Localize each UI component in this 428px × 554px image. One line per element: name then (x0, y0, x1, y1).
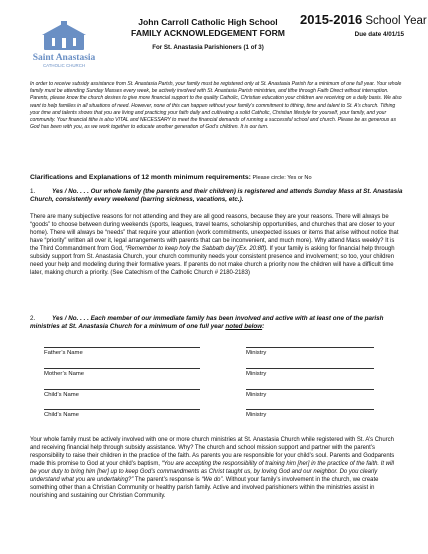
noted-below: noted below (225, 323, 263, 331)
school-year (300, 12, 427, 28)
intro-paragraph: In order to receive subsidy assistance from St. Anastasia Parish, your family must be registered only at St. Anastasia Parish for a minimum of one full year. Your whole family must be attending Sunday Masses every week, be actively involved with St. Anastasia Parish ministries, and tithe through Faith Direct without interruption. Parents, please know the church desires to give more financial support to the quality Catholic, Christian education your children are receiving on a daily basis. We also want to help families in all situations of need. However, none of this can happen without your family’s commitment to tithing, time and talent to St. A’s church. Tithing your time and talents shows that you are living and practicing your faith daily and cultivating a solid Catholic, Christian lifestyle for yourself, your family, and your community. Your financial tithe is also VITAL and NECESSARY to meet the financial demands of running a successful school and church. Please be as generous as God has been with you, as we work together to educate another generation of God’s children. It is our turn. (30, 81, 402, 131)
child-name-label: Child’s Name (44, 392, 79, 398)
logo-subtext: CATHOLIC CHURCH (42, 63, 86, 68)
requirement-1 (30, 188, 405, 205)
ministry-explanation (30, 437, 402, 501)
logo-text: Saint Anastasia (32, 53, 96, 63)
header-center (108, 17, 308, 54)
clarifications-heading (30, 174, 410, 181)
school-year-label: School Year (362, 15, 427, 27)
header-right (300, 12, 427, 38)
st-anastasia-logo (30, 20, 98, 70)
ministry-label: Ministry (246, 371, 267, 377)
due-date: Due date 4/01/15 (354, 31, 404, 38)
mass-explanation-c: If your family is asking for financial help through subsidy support from St. Anastasia Church, your church community needs your consistent presence and involvement; so too, your children need your help and modeling during their formative years. If parents do not make church a priority now the children will have a difficult time later, making church a priority. (See Catechism of the Catholic Church # 2180-2183) (30, 245, 395, 276)
requirement-2-colon: : (262, 323, 265, 331)
clarifications-title: Clarifications and Explanations of 12 month minimum requirements: (30, 174, 251, 181)
child-name-label: Child’s Name (44, 412, 79, 418)
item-number: 2. (30, 315, 36, 322)
form-title: FAMILY ACKNOWLEDGEMENT FORM (131, 28, 285, 38)
ministry-explanation-c: The parent’s response is (133, 476, 202, 483)
mass-explanation-a: There are many subjective reasons for not attending and they are all good reasons, because they are your reasons. There will always be “goods” to choose between during weekends (sports, leagues, travel teams, scholarship opportunities, and churches that are closer to your home). There will always be “needs” that require your attention (work commitments, unexpected issues or items that arise without notice that have “priority” written all over it, legal arrangements with parents that can be inconvenient, and much more). Why attend Mass weekly? It is the Third Commandment from God, (30, 214, 399, 252)
ministry-explanation-a: Your whole family must be actively involved with one or more church ministries at St. Anastasia Church while registered with St. A’s Church and receiving financial help through subsidy assistance. Why? The church and school mission support and partner with the parent’s responsibility to raise their children in the practice of the faith. As parents you are responsible for your child’s soul. Parents and Godparents made this promise to God at your child’s baptism, (30, 437, 395, 467)
circle-prompt: Please circle: Yes or No (250, 175, 312, 181)
baptism-quote: “You are accepting the responsibility of training him [her] in the practice of the faith. It will be your duty to bring him [her] up to keep God’s commandments as Christ taught us, by loving God and our neighbor. Do you clearly understand what you are undertaking?” (30, 460, 394, 483)
mass-scripture-quote: “Remember to keep holy the Sabbath day”(Ex. 20:8ff). (125, 245, 268, 252)
we-do-quote: “We do”. (201, 476, 225, 483)
item-number: 1. (30, 188, 36, 195)
mass-explanation (30, 214, 402, 278)
ministry-label: Ministry (246, 350, 267, 356)
requirement-2 (30, 315, 405, 332)
school-year-range: 2015-2016 (300, 12, 363, 27)
requirement-2-text[interactable]: Yes / No. . . . Each member of our immediate family has been involved and active with at least one of the parish ministries at St. Anastasia Church for a minimum of one full year (30, 315, 384, 331)
ministry-label: Ministry (246, 392, 267, 398)
ministry-explanation-e: Without your family’s involvement in the church, we create something other than a Christian Community or healthy parish family. Active and involved parishioners within the ministries assist in nourishing and sustaining our Christian Community. (30, 476, 379, 499)
school-name: John Carroll Catholic High School (138, 17, 278, 27)
form-subtitle: For St. Anastasia Parishioners (1 of 3) (152, 44, 264, 51)
requirement-1-text[interactable]: Yes / No. . . . Our whole family (the parents and their children) is registered and attends Sunday Mass at St. Anastasia Church, consistently every weekend (barring sickness, vacations, etc.). (30, 188, 403, 204)
father-name-label: Father’s Name (44, 350, 83, 356)
mother-name-label: Mother’s Name (44, 371, 85, 377)
ministry-label: Ministry (246, 412, 267, 418)
